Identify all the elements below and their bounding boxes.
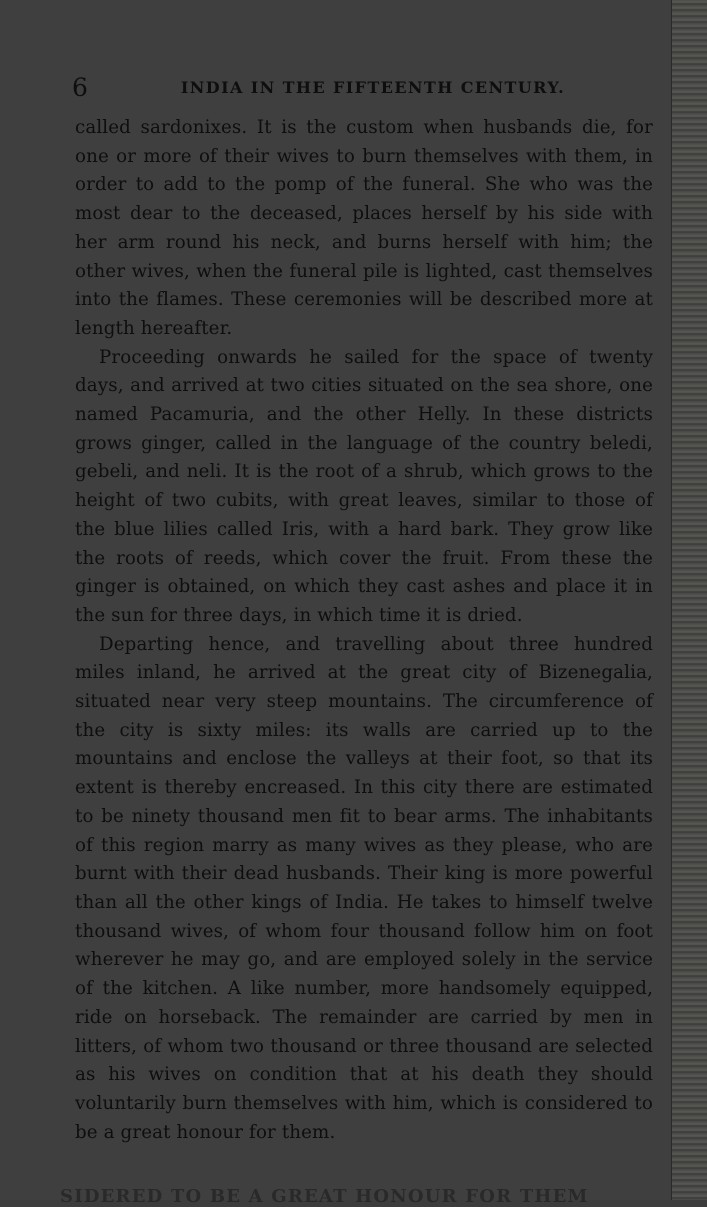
page-number: 6	[72, 73, 88, 102]
page-edge	[671, 0, 707, 1200]
running-title: INDIA IN THE FIFTEENTH CENTURY.	[180, 78, 566, 97]
paragraph-1: called sardonixes. It is the custom when husbands die, for one or more of their wives to burn themselves with them, in order to add to the pomp of the funeral. She who was the most dear to the deceased, places herself by his side with her arm round his neck, and burns herself with him; the other wives, when the funeral pile is lighted, cast themselves into the flames. These ceremonies will be described more at length hereafter.	[75, 117, 653, 339]
page-header	[72, 70, 632, 106]
bleed-through-text: SIDERED TO BE A GREAT HONOUR FOR THEM	[60, 1186, 589, 1207]
paragraph-2: Proceeding onwards he sailed for the space of twenty days, and arrived at two cities situated on the sea shore, one named Pacamuria, and the other Helly. In these districts grows ginger, called in the language of the country beledi, gebeli, and neli. It is the root of a shrub, which grows to the height of two cubits, with great leaves, similar to those of the blue lilies called Iris, with a hard bark. They grow like the roots of reeds, which cover the fruit. From these the ginger is obtained, on which they cast ashes and place it in the sun for three days, in which time it is dried.	[75, 346, 653, 626]
paragraph-3: Departing hence, and travelling about three hundred miles inland, he arrived at the great city of Bizenegalia, situated near very steep mountains. The circumference of the city is sixty miles: its walls are carried up to the mountains and enclose the valleys at their foot, so that its extent is thereby encreased. In this city there are estimated to be ninety thousand men fit to bear arms. The inhabitants of this region marry as many wives as they please, who are burnt with their dead husbands. Their king is more powerful than all the other kings of India. He takes to himself twelve thousand wives, of whom four thousand follow him on foot wherever he may go, and are employed solely in the service of the kitchen. A like number, more handsomely equipped, ride on horseback. The remainder are carried by men in litters, of whom two thousand or three thousand are selected as his wives on condition that at his death they should voluntarily burn themselves with him, which is considered to be a great honour for them.	[75, 633, 653, 1143]
body-text	[75, 114, 653, 1147]
